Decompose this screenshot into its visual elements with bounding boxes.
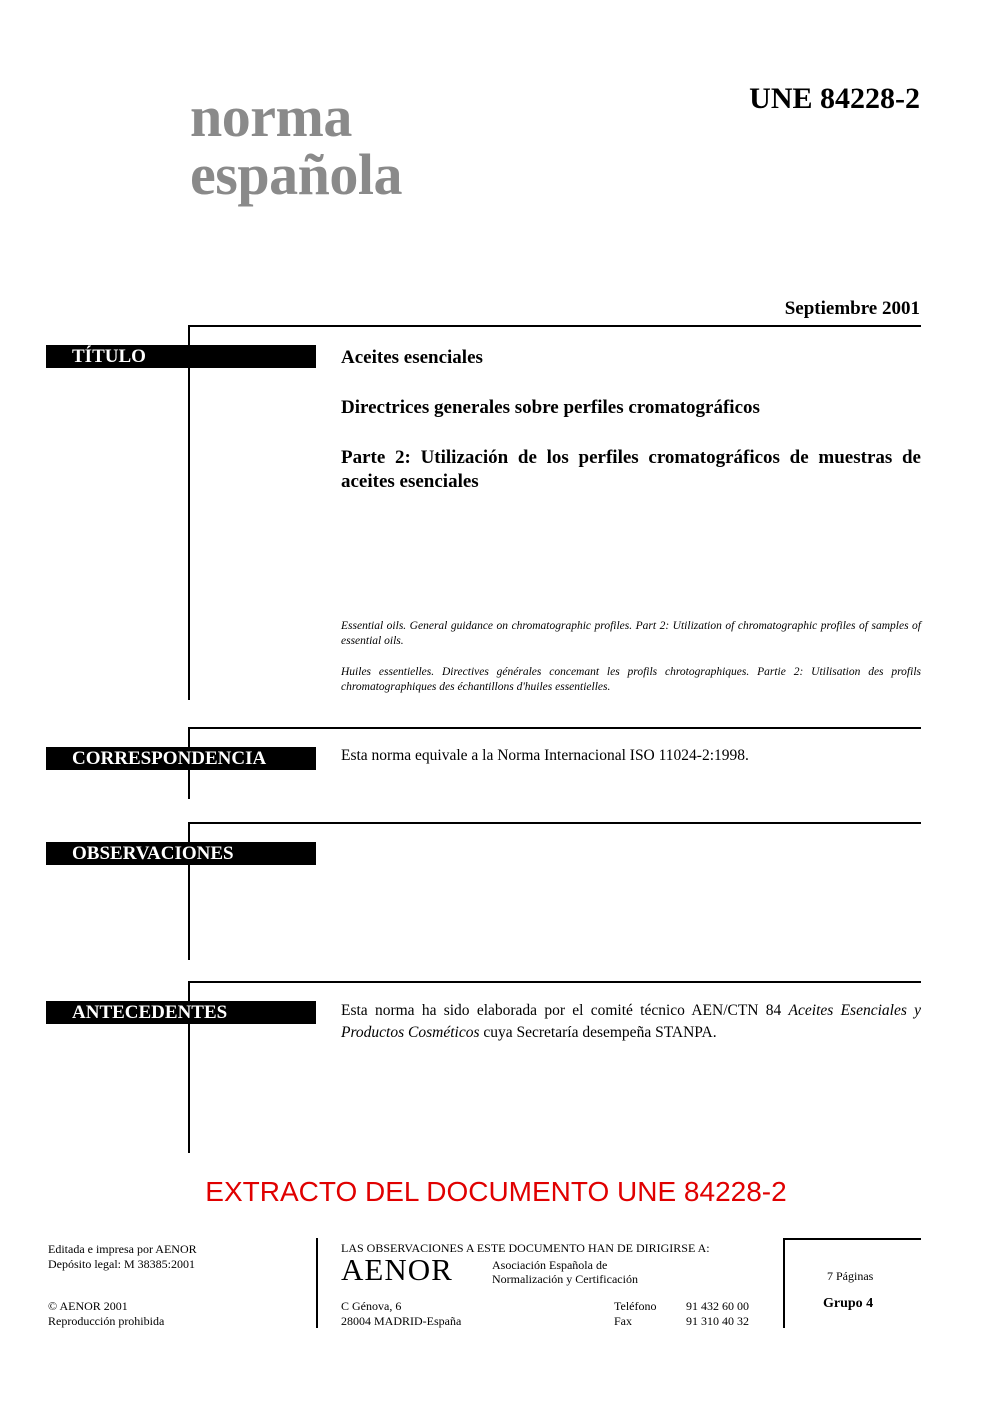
antecedentes-committee-name: Aceites Esenciales y Productos Cosméticos xyxy=(341,1002,922,1041)
address-line-2: 28004 MADRID-España xyxy=(341,1314,462,1328)
phone-label: Teléfono xyxy=(614,1299,657,1313)
antecedentes-top-rule xyxy=(188,981,921,983)
footer-box-top-rule xyxy=(783,1238,921,1240)
standard-code: UNE 84228-2 xyxy=(749,82,920,115)
antecedentes-text xyxy=(341,1000,921,1044)
titulo-top-rule xyxy=(188,325,921,327)
address-line-1: C Génova, 6 xyxy=(341,1299,402,1313)
title-line-1: Aceites esenciales xyxy=(341,347,483,368)
title-english: Essential oils. General guidance on chromatographic profiles. Part 2: Utilization of chromatographic profiles of samples of essential oils. xyxy=(341,620,921,647)
antecedentes-label: ANTECEDENTES xyxy=(46,1001,316,1024)
correspondencia-label: CORRESPONDENCIA xyxy=(46,747,316,770)
correspondencia-text: Esta norma equivale a la Norma Internacional ISO 11024-2:1998. xyxy=(341,747,749,764)
page-count: 7 Páginas xyxy=(827,1269,874,1283)
footer-deposit: Depósito legal: M 38385:2001 xyxy=(48,1257,195,1271)
footer-divider-left xyxy=(316,1238,318,1328)
publication-date: Septiembre 2001 xyxy=(784,298,920,319)
brand-norma: norma xyxy=(190,84,352,149)
antecedentes-text-start: Esta norma ha sido elaborada por el comité técnico AEN/CTN 84 xyxy=(341,1002,789,1019)
footer-copyright: © AENOR 2001 xyxy=(48,1299,128,1313)
footer-divider-right xyxy=(783,1238,785,1328)
price-group: Grupo 4 xyxy=(823,1296,874,1311)
extract-notice: EXTRACTO DEL DOCUMENTO UNE 84228-2 xyxy=(205,1176,787,1207)
title-line-3: Parte 2: Utilización de los perfiles cromatográficos de muestras de aceites esenciales xyxy=(341,447,921,492)
aenor-name-line-1: Asociación Española de xyxy=(492,1258,608,1272)
brand-espanola: española xyxy=(190,142,402,207)
aenor-logo: AENOR xyxy=(341,1252,453,1287)
footer-observations: LAS OBSERVACIONES A ESTE DOCUMENTO HAN DE DIRIGIRSE A: xyxy=(341,1241,710,1255)
footer-edited: Editada e impresa por AENOR xyxy=(48,1242,197,1256)
phone-number: 91 432 60 00 xyxy=(686,1299,749,1313)
antecedentes-text-end: cuya Secretaría desempeña STANPA. xyxy=(479,1024,717,1041)
aenor-name-line-2: Normalización y Certificación xyxy=(492,1272,638,1286)
fax-number: 91 310 40 32 xyxy=(686,1314,749,1328)
footer-reproduction: Reproducción prohibida xyxy=(48,1314,165,1328)
title-line-2: Directrices generales sobre perfiles cromatográficos xyxy=(341,397,760,418)
titulo-side-rule xyxy=(188,325,190,700)
aenor-full-name xyxy=(492,1258,638,1286)
fax-label: Fax xyxy=(614,1314,632,1328)
titulo-label: TÍTULO xyxy=(46,345,316,368)
observaciones-top-rule xyxy=(188,822,921,824)
title-french: Huiles essentielles. Directives générales concemant les profils chrotographiques. Partie 2: Utilisation des profils chromatographiques des échantillons d'huiles essentielles. xyxy=(341,666,921,693)
correspondencia-top-rule xyxy=(188,727,921,729)
observaciones-label: OBSERVACIONES xyxy=(46,842,316,865)
